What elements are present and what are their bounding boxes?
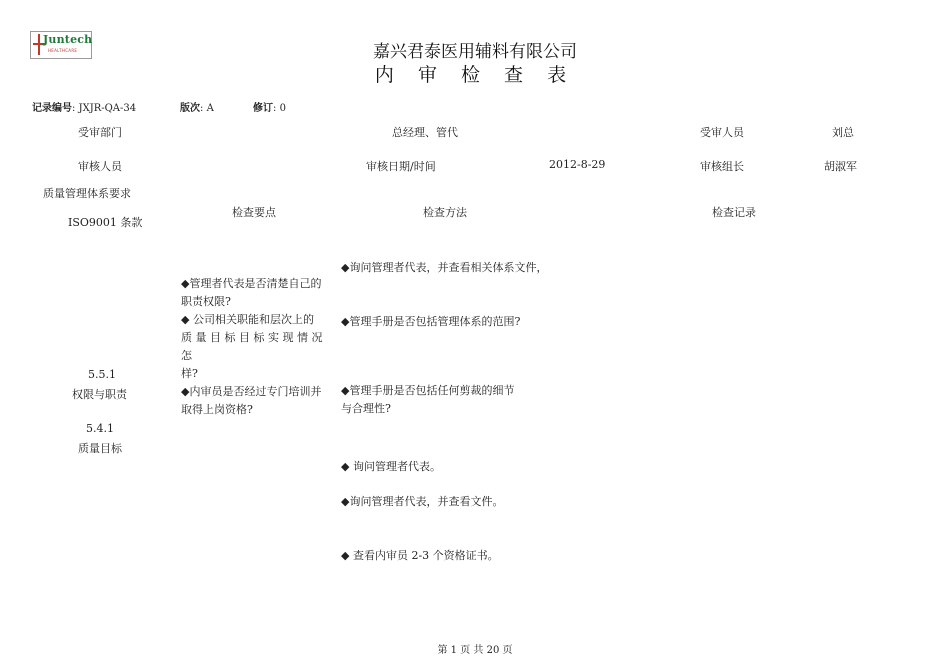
clause-name: 权限与职责 [72, 388, 127, 401]
audit-date-label: 审核日期/时间 [366, 160, 436, 173]
key-point-line: ◆ 公司相关职能和层次上的 [181, 313, 314, 326]
requirement-header-line2: ISO9001 条款 [68, 216, 143, 229]
method-header: 检查方法 [423, 206, 467, 219]
company-name: 嘉兴君泰医用辅料有限公司 [373, 42, 577, 62]
record-number-label: 记录编号 [32, 103, 72, 114]
audited-dept-value: 总经理、管代 [392, 126, 458, 139]
key-point-line: ◆内审员是否经过专门培训并 [181, 385, 322, 398]
auditor-label: 审核人员 [78, 160, 122, 173]
method-line: 与合理性? [341, 402, 391, 415]
key-points-block [181, 275, 331, 383]
revision: 修订: 0 [253, 103, 286, 114]
key-point-line: 取得上岗资格? [181, 403, 253, 416]
key-point-line: ◆管理者代表是否清楚自己的 [181, 277, 322, 290]
method-item [341, 382, 514, 418]
audited-dept-label: 受审部门 [78, 126, 122, 139]
key-point-line: 质 量 目 标 目 标 实 现 情 况 怎 [181, 331, 323, 362]
key-point-line: 样? [181, 367, 198, 380]
form-title: 内 审 检 查 表 [374, 64, 576, 86]
requirement-header-line1: 质量管理体系要求 [43, 187, 131, 200]
method-line: ◆管理手册是否包括任何剪裁的细节 [341, 384, 515, 397]
record-number: 记录编号: JXJR-QA-34 [32, 103, 137, 114]
record-header: 检查记录 [712, 206, 756, 219]
auditee-value: 刘总 [832, 126, 854, 139]
clause-number: 5.5.1 [88, 368, 116, 381]
version-label: 版次 [180, 103, 200, 114]
method-item: ◆询问管理者代表，并查看相关体系文件， [341, 261, 548, 274]
method-item: ◆ 查看内审员 2-3 个资格证书。 [341, 549, 499, 562]
key-point-line: 职责权限? [181, 295, 231, 308]
audit-date-value: 2012-8-29 [549, 158, 606, 171]
logo-subtitle: HEALTHCARE [48, 48, 78, 53]
revision-value: 0 [279, 103, 286, 114]
revision-label: 修订 [253, 103, 273, 114]
version-value: A [206, 103, 214, 114]
method-item: ◆管理手册是否包括管理体系的范围? [341, 315, 521, 328]
team-leader-value: 胡淑军 [824, 160, 857, 173]
page-number: 第 1 页 共 20 页 [437, 645, 513, 656]
version: 版次: A [180, 103, 214, 114]
clause-name: 质量目标 [78, 442, 122, 455]
auditee-label: 受审人员 [700, 126, 744, 139]
clause-number: 5.4.1 [86, 422, 114, 435]
method-item: ◆ 询问管理者代表。 [341, 460, 441, 473]
key-points-header: 检查要点 [232, 206, 276, 219]
record-number-value: JXJR-QA-34 [78, 103, 137, 114]
team-leader-label: 审核组长 [700, 160, 744, 173]
logo-brand: Juntech [43, 33, 93, 46]
method-item: ◆询问管理者代表，并查看文件。 [341, 495, 504, 508]
key-points-block [181, 383, 331, 419]
